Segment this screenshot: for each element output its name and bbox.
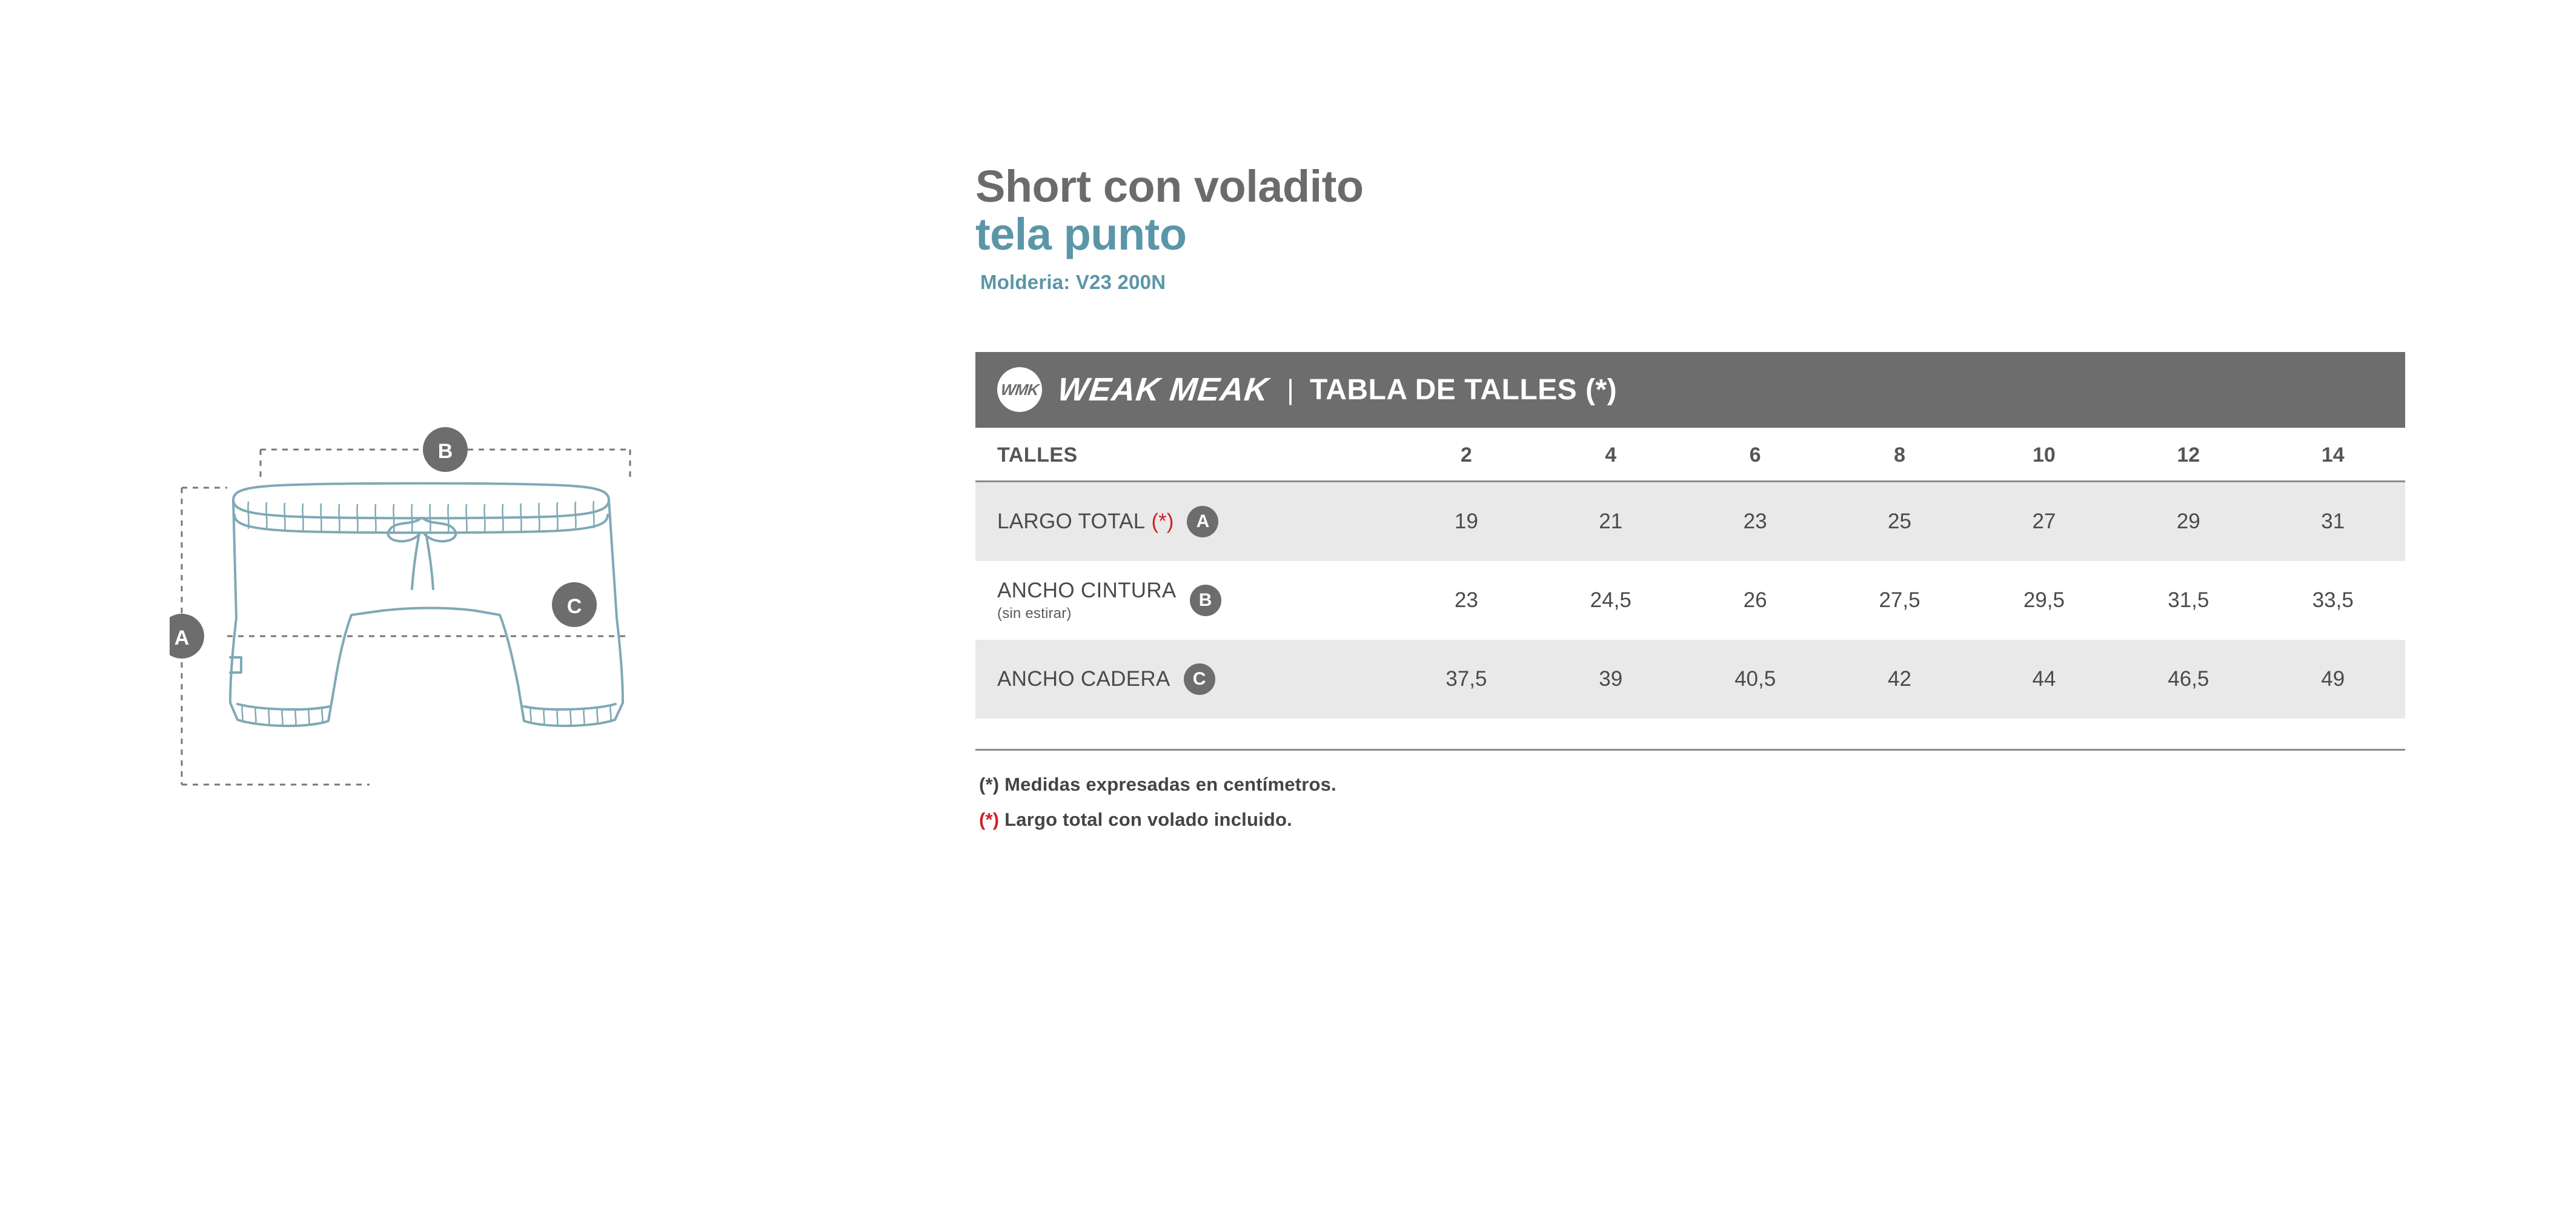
molderia-code: Molderia: V23 200N bbox=[980, 270, 1166, 293]
cell-value: 31 bbox=[2261, 481, 2406, 561]
cell-value: 31,5 bbox=[2168, 588, 2209, 612]
table-row bbox=[975, 640, 2405, 719]
column-header-talles: TALLES bbox=[975, 428, 1394, 482]
content-panel bbox=[975, 161, 2423, 844]
size-table bbox=[975, 428, 2405, 719]
column-header-size-10: 10 bbox=[1972, 428, 2116, 482]
cell-value: 37,5 bbox=[1394, 640, 1538, 719]
notes-block bbox=[975, 774, 2405, 831]
cell-value: 49 bbox=[2261, 640, 2406, 719]
row-asterisk: (*) bbox=[1151, 509, 1174, 533]
size-table-header bbox=[975, 352, 2405, 428]
note-text: Largo total con volado incluido. bbox=[999, 808, 1292, 830]
garment-diagram bbox=[170, 418, 848, 842]
cell-value: 42 bbox=[1827, 640, 1971, 719]
column-header-size-6: 6 bbox=[1683, 428, 1827, 482]
table-bottom-divider bbox=[975, 749, 2405, 751]
row-label-subtext: (sin estirar) bbox=[997, 605, 1072, 622]
diagram-marker-b bbox=[423, 427, 468, 472]
column-header-size-8: 8 bbox=[1827, 428, 1971, 482]
table-row bbox=[975, 481, 2405, 561]
row-label-ancho-cadera bbox=[975, 640, 1394, 719]
cell-value: 25 bbox=[1827, 481, 1971, 561]
row-label-text: ANCHO CINTURA bbox=[997, 578, 1177, 602]
cell-value: 29 bbox=[2116, 481, 2260, 561]
table-row bbox=[975, 561, 2405, 640]
cell-value: 39 bbox=[1539, 640, 1683, 719]
svg-text:A: A bbox=[174, 626, 190, 649]
cell-value: 44 bbox=[1972, 640, 2116, 719]
brand-logo-text: WMK bbox=[1000, 380, 1040, 399]
cell-value: 27 bbox=[1972, 481, 2116, 561]
cell-value: 29,5 bbox=[2023, 588, 2065, 612]
diagram-marker-a bbox=[170, 614, 204, 659]
cell-value: 23 bbox=[1454, 588, 1478, 612]
row-label-text: ANCHO CADERA bbox=[997, 666, 1170, 691]
row-label-largo-total bbox=[975, 481, 1394, 561]
row-badge-a: A bbox=[1187, 506, 1218, 537]
note-measurements: (*) Medidas expresadas en centímetros. bbox=[979, 773, 1336, 795]
table-header-row bbox=[975, 428, 2405, 482]
column-header-size-2: 2 bbox=[1394, 428, 1538, 482]
brand-name: WEAK MEAK bbox=[1055, 371, 1271, 408]
svg-text:C: C bbox=[566, 595, 582, 618]
row-badge-b: B bbox=[1190, 585, 1221, 616]
cell-value: 26 bbox=[1743, 588, 1767, 612]
row-label-ancho-cintura bbox=[975, 561, 1394, 640]
row-label-text: LARGO TOTAL bbox=[997, 509, 1146, 533]
row-badge-c: C bbox=[1184, 663, 1215, 695]
note-largo-total bbox=[979, 809, 2405, 831]
cell-value: 21 bbox=[1539, 481, 1683, 561]
cell-value: 24,5 bbox=[1590, 588, 1632, 612]
column-header-size-4: 4 bbox=[1539, 428, 1683, 482]
note-marker: (*) bbox=[979, 808, 1000, 830]
page-subtitle: tela punto bbox=[975, 209, 1187, 260]
header-separator: | bbox=[1286, 374, 1294, 406]
cell-value: 23 bbox=[1683, 481, 1827, 561]
size-table-title: TABLA DE TALLES (*) bbox=[1309, 373, 1618, 406]
size-table-block bbox=[975, 352, 2405, 831]
page-title: Short con voladito bbox=[975, 161, 1364, 211]
column-header-size-14: 14 bbox=[2261, 428, 2406, 482]
cell-value: 19 bbox=[1394, 481, 1538, 561]
diagram-marker-c bbox=[552, 582, 597, 627]
brand-logo-icon bbox=[997, 367, 1042, 412]
column-header-size-12: 12 bbox=[2116, 428, 2260, 482]
cell-value: 33,5 bbox=[2312, 588, 2354, 612]
cell-value: 40,5 bbox=[1683, 640, 1827, 719]
svg-text:B: B bbox=[437, 440, 453, 463]
cell-value: 46,5 bbox=[2116, 640, 2260, 719]
cell-value: 27,5 bbox=[1879, 588, 1920, 612]
